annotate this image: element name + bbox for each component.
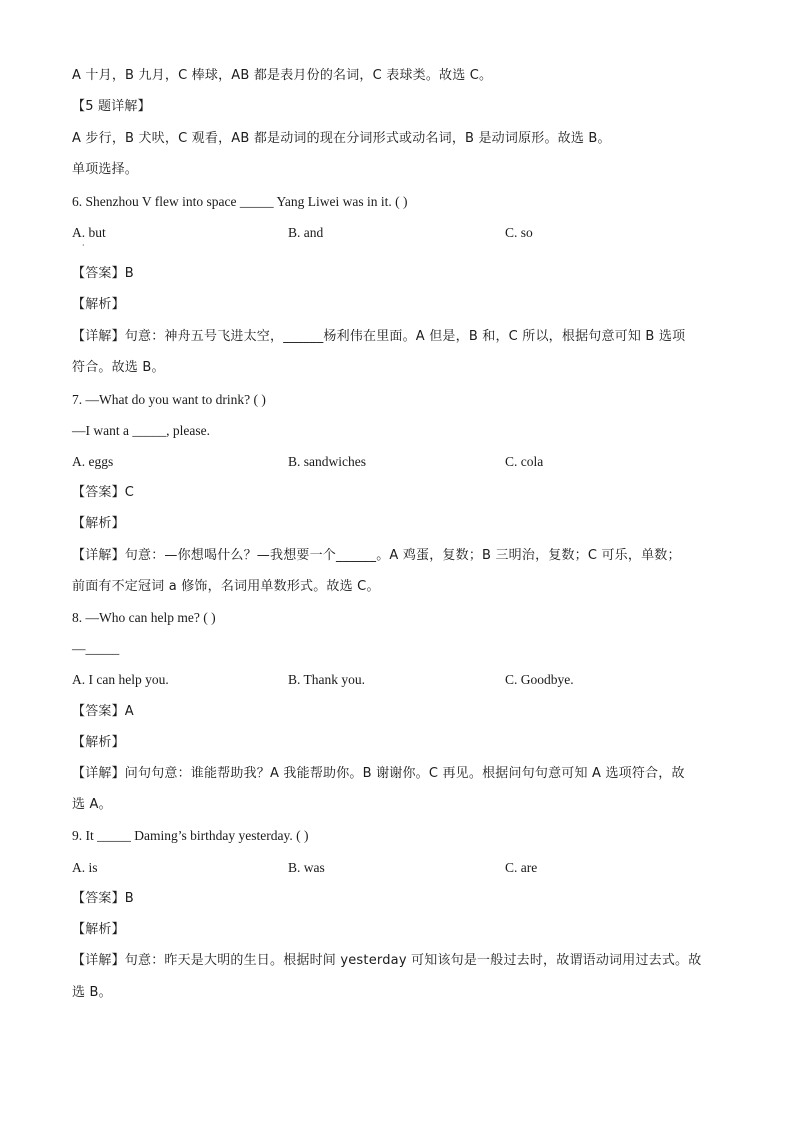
question-7-option-c: C. cola [505,454,544,469]
question-7-analysis-label: 【解析】 [72,516,125,531]
question-6-answer: 【答案】B [72,266,134,281]
question-8-option-a: A. I can help you. [72,672,169,687]
question-6-option-a: A. but [72,225,106,240]
question-7-option-b: B. sandwiches [288,454,366,469]
question-6-option-c: C. so [505,225,533,240]
question-9-analysis-label: 【解析】 [72,922,125,937]
explanation-q4-text: A 十月，B 九月，C 棒球，AB 都是表月份的名词，C 表球类。故选 C。 [72,68,493,83]
question-8: 8. —Who can help me? ( ) [72,610,216,625]
question-9-option-a: A. is [72,860,98,875]
section-heading-single-choice: 单项选择。 [72,162,139,177]
question-9-detail-line-2: 选 B。 [72,985,112,1000]
question-8-answer: 【答案】A [72,704,134,719]
question-7-response: —I want a _____, please. [72,423,210,438]
question-7-answer: 【答案】C [72,485,135,500]
question-6-option-b: B. and [288,225,324,240]
question-9-option-b: B. was [288,860,325,875]
question-9: 9. It _____ Daming’s birthday yesterday. ( ) [72,828,309,843]
question-8-detail-line-1: 【详解】问句句意：谁能帮助我？A 我能帮助你。B 谢谢你。C 再见。根据问句句意可知 A 选项符合，故 [72,766,685,781]
question-6-detail-line-1: 【详解】句意：神舟五号飞进太空，______杨利伟在里面。A 但是，B 和，C 所以，根据句意可知 B 选项 [72,329,686,344]
question-8-analysis-label: 【解析】 [72,735,125,750]
question-9-answer: 【答案】B [72,891,134,906]
question-7: 7. —What do you want to drink? ( ) [72,392,266,407]
explanation-q5-text: A 步行，B 犬吠，C 观看，AB 都是动词的现在分词形式或动名词，B 是动词原形。故选 B。 [72,131,611,146]
question-8-response: —_____ [72,641,120,656]
question-7-detail-line-2: 前面有不定冠词 a 修饰，名词用单数形式。故选 C。 [72,579,380,594]
question-9-detail-line-1: 【详解】句意：昨天是大明的生日。根据时间 yesterday 可知该句是一般过去时，故谓语动词用过去式。故 [72,953,702,968]
question-8-detail-line-2: 选 A。 [72,797,112,812]
question-9-option-c: C. are [505,860,538,875]
question-7-detail-line-1: 【详解】句意：—你想喝什么？—我想要一个______。A 鸡蛋，复数；B 三明治，复数；C 可乐，单数； [72,548,681,563]
dot-mark: · [82,241,85,250]
question-6-analysis-label: 【解析】 [72,297,125,312]
question-8-option-b: B. Thank you. [288,672,365,687]
question-6-detail-line-2: 符合。故选 B。 [72,360,165,375]
explanation-q5-heading: 【5 题详解】 [72,99,151,114]
question-7-option-a: A. eggs [72,454,114,469]
question-6: 6. Shenzhou V flew into space _____ Yang Liwei was in it. ( ) [72,194,408,209]
question-8-option-c: C. Goodbye. [505,672,574,687]
